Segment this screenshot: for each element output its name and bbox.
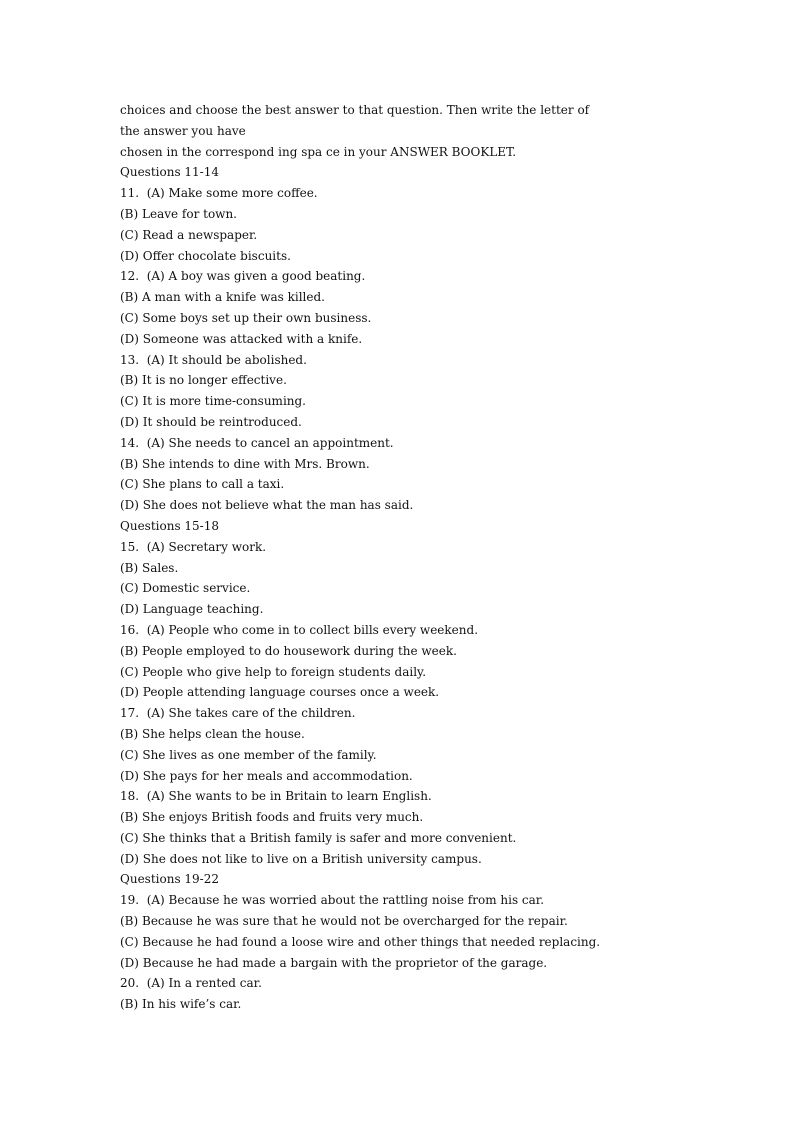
text-line: 17. (A) She takes care of the children. xyxy=(120,706,356,721)
text-line: (B) Sales. xyxy=(120,560,179,575)
text-line: (C) Because he had found a loose wire and other things that needed replacing. xyxy=(120,934,601,949)
text-line: chosen in the correspond ing spa ce in your ANSWER BOOKLET. xyxy=(120,144,517,159)
text-line: 20. (A) In a rented car. xyxy=(120,976,262,991)
text-line: (D) Language teaching. xyxy=(120,602,264,617)
text-line: (B) She intends to dine with Mrs. Brown. xyxy=(120,456,370,471)
text-line: (D) Someone was attacked with a knife. xyxy=(120,331,363,346)
text-line: Questions 11-14 xyxy=(120,165,220,180)
text-line: 13. (A) It should be abolished. xyxy=(120,352,307,367)
text-line: 19. (A) Because he was worried about the rattling noise from his car. xyxy=(120,893,545,908)
text-line: (B) In his wife’s car. xyxy=(120,997,242,1012)
document-page xyxy=(120,100,680,1015)
text-line: (D) She does not believe what the man has said. xyxy=(120,498,414,513)
text-line: (C) Some boys set up their own business. xyxy=(120,310,372,325)
text-line: 12. (A) A boy was given a good beating. xyxy=(120,269,366,284)
text-line: choices and choose the best answer to that question. Then write the letter of xyxy=(120,103,590,117)
text-line: 14. (A) She needs to cancel an appointment. xyxy=(120,435,394,450)
text-line: (D) It should be reintroduced. xyxy=(120,414,302,429)
text-line: 15. (A) Secretary work. xyxy=(120,539,267,554)
text-line: (C) It is more time-consuming. xyxy=(120,394,306,409)
text-line: (B) A man with a knife was killed. xyxy=(120,290,325,305)
text-line: (C) Read a newspaper. xyxy=(120,227,258,242)
text-line: (C) Domestic service. xyxy=(120,581,251,596)
text-line: (D) She pays for her meals and accommodation. xyxy=(120,768,413,783)
text-line: 11. (A) Make some more coffee. xyxy=(120,186,318,201)
text-line: (B) Leave for town. xyxy=(120,206,237,221)
text-line: (B) It is no longer effective. xyxy=(120,373,287,388)
text-line: (C) She thinks that a British family is safer and more convenient. xyxy=(120,830,517,845)
text-line: 16. (A) People who come in to collect bills every weekend. xyxy=(120,622,479,637)
text-line: (C) She lives as one member of the family. xyxy=(120,747,377,762)
text-line: (B) Because he was sure that he would not be overcharged for the repair. xyxy=(120,914,568,929)
text-line: (B) People employed to do housework during the week. xyxy=(120,643,457,658)
text-line: (D) Because he had made a bargain with the proprietor of the garage. xyxy=(120,955,548,970)
text-line: (B) She enjoys British foods and fruits very much. xyxy=(120,810,424,825)
text-line: Questions 19-22 xyxy=(120,872,220,887)
text-line: (D) She does not like to live on a British university campus. xyxy=(120,851,482,866)
text-line: (D) Offer chocolate biscuits. xyxy=(120,248,291,263)
text-line: the answer you have xyxy=(120,123,246,138)
text-line: (B) She helps clean the house. xyxy=(120,726,305,741)
text-line: (D) People attending language courses once a week. xyxy=(120,685,440,700)
text-line: (C) People who give help to foreign students daily. xyxy=(120,664,427,679)
text-line: Questions 15-18 xyxy=(120,518,220,533)
text-line: (C) She plans to call a taxi. xyxy=(120,477,285,492)
text-line: 18. (A) She wants to be in Britain to learn English. xyxy=(120,789,432,804)
